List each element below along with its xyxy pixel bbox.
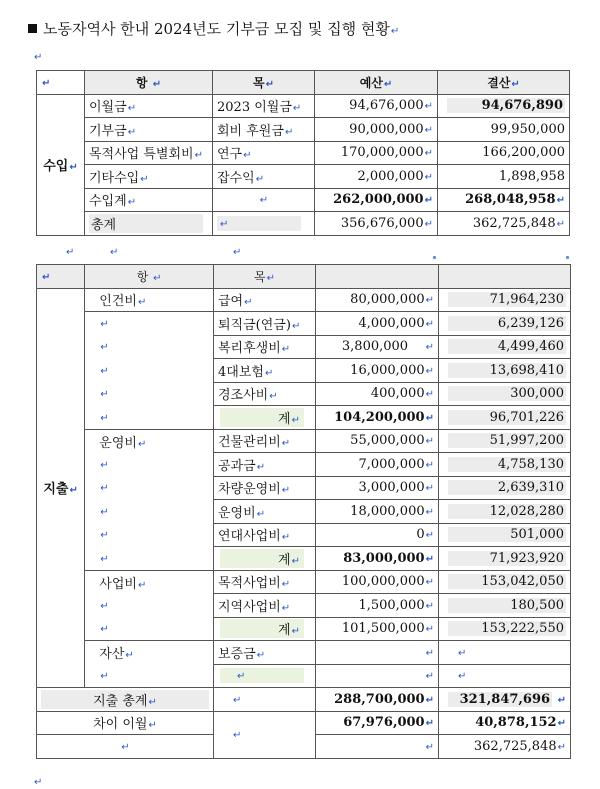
header-corner: ↵ (37, 265, 85, 289)
settlement-cell: 153,042,050 (439, 570, 571, 594)
budget-cell: 288,700,000↵ (316, 688, 439, 712)
expense-row (37, 429, 571, 453)
budget-cell: 2,000,000↵ (315, 165, 438, 189)
income-row (37, 141, 570, 165)
income-total-row (37, 212, 570, 236)
expense-row (37, 312, 571, 336)
cell-marker (566, 256, 569, 259)
budget-cell: 262,000,000↵ (315, 188, 438, 212)
expense-table (36, 264, 571, 759)
detail-cell: 지역사업비↵ (214, 594, 316, 618)
income-table (36, 70, 570, 236)
budget-cell: ↵ (316, 641, 439, 665)
income-section-label: 수입↵ (37, 94, 85, 235)
budget-cell: 80,000,000↵ (316, 288, 439, 312)
detail-cell: 경조사비↵ (214, 382, 316, 406)
settlement-cell: 40,878,152↵ (439, 711, 571, 735)
item-cell: ↵ (85, 335, 214, 359)
paragraph-mark-icon: ↵ (390, 26, 400, 37)
budget-cell: 100,000,000↵ (316, 570, 439, 594)
settlement-cell: 300,000 (439, 382, 571, 406)
header-item: 항 ↵ (85, 71, 213, 95)
header-detail: 목↵ (214, 265, 316, 289)
expense-row (37, 359, 571, 383)
budget-cell: 104,200,000↵ (316, 406, 439, 430)
document-title (28, 18, 399, 39)
budget-cell: 4,000,000↵ (316, 312, 439, 336)
detail-cell: 계↵ (214, 406, 316, 430)
detail-cell: 연구↵ (213, 141, 315, 165)
settlement-cell: 180,500 (439, 594, 571, 618)
settlement-cell: 321,847,696 ↵ (439, 688, 571, 712)
final-label: ↵ (37, 735, 214, 759)
detail-cell: 2023 이월금↵ (213, 94, 315, 118)
settlement-cell: 268,048,958↵ (438, 188, 570, 212)
carryover-label: 차이 이월↵ (37, 711, 214, 735)
header-settlement (439, 265, 571, 289)
paragraph-mark-icon: ↵ (66, 247, 75, 258)
settlement-cell: 1,898,958 (438, 165, 570, 189)
budget-cell: ↵ (316, 664, 439, 688)
detail-cell: 공과금↵ (214, 453, 316, 477)
item-cell: 이월금↵ (85, 94, 213, 118)
header-corner: ↵ (37, 71, 85, 95)
budget-cell: 101,500,000↵ (316, 617, 439, 641)
detail-cell: 운영비↵ (214, 500, 316, 524)
budget-cell: 3,800,000 ↵ (316, 335, 439, 359)
settlement-cell: 501,000 (439, 523, 571, 547)
header-budget (316, 265, 439, 289)
budget-cell: 7,000,000↵ (316, 453, 439, 477)
item-cell: ↵ (85, 312, 214, 336)
settlement-cell: 71,964,230 (439, 288, 571, 312)
item-cell: ↵ (85, 406, 214, 430)
expense-section-label: 지출↵ (37, 288, 85, 688)
group-label-project: 사업비↵ (85, 570, 214, 594)
item-cell: 기부금↵ (85, 118, 213, 142)
budget-cell: 18,000,000↵ (316, 500, 439, 524)
settlement-cell: 2,639,310 (439, 476, 571, 500)
expense-row (37, 664, 571, 688)
detail-cell: ↵ (214, 664, 316, 688)
income-row (37, 118, 570, 142)
item-cell: ↵ (85, 500, 214, 524)
settlement-cell: ↵ (439, 664, 571, 688)
item-cell: ↵ (85, 359, 214, 383)
detail-cell: 잡수익↵ (213, 165, 315, 189)
expense-subtotal-row (37, 617, 571, 641)
cell-marker (433, 256, 436, 259)
detail-cell: ↵ (213, 212, 315, 236)
income-header-row (37, 71, 570, 95)
detail-cell: 급여↵ (214, 288, 316, 312)
expense-row (37, 570, 571, 594)
settlement-cell: 153,222,550 (439, 617, 571, 641)
settlement-cell: 96,701,226 (439, 406, 571, 430)
detail-cell: ↵ (214, 688, 316, 712)
expense-row (37, 288, 571, 312)
title-text: 노동자역사 한내 2024년도 기부금 모집 및 집행 현황 (43, 20, 390, 38)
item-cell: ↵ (85, 664, 214, 688)
expense-row (37, 335, 571, 359)
budget-cell: 83,000,000↵ (316, 547, 439, 571)
detail-cell: 차량운영비↵ (214, 476, 316, 500)
detail-cell: 4대보험↵ (214, 359, 316, 383)
expense-row (37, 476, 571, 500)
income-row (37, 165, 570, 189)
carryover-row (37, 711, 571, 735)
item-cell: ↵ (85, 547, 214, 571)
header-detail: 목↵ (213, 71, 315, 95)
settlement-cell: 51,997,200 (439, 429, 571, 453)
budget-cell: 356,676,000↵ (315, 212, 438, 236)
expense-row (37, 594, 571, 618)
detail-cell: 퇴직금(연금)↵ (214, 312, 316, 336)
header-budget: 예산↵ (315, 71, 438, 95)
settlement-cell: 6,239,126 (439, 312, 571, 336)
budget-cell: 16,000,000↵ (316, 359, 439, 383)
budget-cell: 90,000,000↵ (315, 118, 438, 142)
detail-cell: ↵ (214, 711, 316, 758)
detail-cell: ↵ (213, 188, 315, 212)
expense-row (37, 453, 571, 477)
settlement-cell: 166,200,000 (438, 141, 570, 165)
group-label-personnel: 인건비↵ (85, 288, 214, 312)
paragraph-mark-icon: ↵ (34, 52, 43, 63)
settlement-cell: 71,923,920 (439, 547, 571, 571)
paragraph-mark-icon: ↵ (233, 247, 242, 258)
header-settlement: 결산↵ (438, 71, 570, 95)
budget-cell: 3,000,000↵ (316, 476, 439, 500)
group-label-asset: 자산↵ (85, 641, 214, 665)
expense-row (37, 382, 571, 406)
budget-cell: 94,676,000↵ (315, 94, 438, 118)
item-cell: ↵ (85, 382, 214, 406)
group-label-operation: 운영비↵ (85, 429, 214, 453)
paragraph-mark-icon: ↵ (110, 247, 119, 258)
income-row (37, 94, 570, 118)
item-cell: ↵ (85, 594, 214, 618)
square-bullet-icon (28, 24, 37, 33)
item-cell: ↵ (85, 523, 214, 547)
item-cell: ↵ (85, 453, 214, 477)
settlement-cell: 362,725,848↵ (438, 212, 570, 236)
expense-row (37, 500, 571, 524)
budget-cell: 0↵ (316, 523, 439, 547)
item-cell: 목적사업 특별회비↵ (85, 141, 213, 165)
settlement-cell: 13,698,410 (439, 359, 571, 383)
paragraph-mark-icon: ↵ (34, 777, 43, 788)
detail-cell: 계↵ (214, 617, 316, 641)
expense-header-row (37, 265, 571, 289)
detail-cell: 건물관리비↵ (214, 429, 316, 453)
item-cell: 수입계↵ (85, 188, 213, 212)
budget-cell: 67,976,000↵ (316, 711, 439, 735)
detail-cell: 회비 후원금↵ (213, 118, 315, 142)
expense-row (37, 523, 571, 547)
detail-cell: 목적사업비↵ (214, 570, 316, 594)
budget-cell: 170,000,000↵ (315, 141, 438, 165)
item-cell: ↵ (85, 476, 214, 500)
settlement-cell: 12,028,280 (439, 500, 571, 524)
expense-row (37, 641, 571, 665)
expense-subtotal-row (37, 547, 571, 571)
income-subtotal-row (37, 188, 570, 212)
budget-cell: 1,500,000↵ (316, 594, 439, 618)
budget-cell: ↵ (316, 735, 439, 759)
settlement-cell: 362,725,848↵ (439, 735, 571, 759)
settlement-cell: 4,758,130 (439, 453, 571, 477)
detail-cell: 연대사업비↵ (214, 523, 316, 547)
settlement-cell: ↵ (439, 641, 571, 665)
expense-subtotal-row (37, 406, 571, 430)
item-cell: 기타수입↵ (85, 165, 213, 189)
expense-total-label: 지출 총계↵ (37, 688, 214, 712)
item-cell: 총계 (85, 212, 213, 236)
expense-total-row (37, 688, 571, 712)
budget-cell: 55,000,000↵ (316, 429, 439, 453)
header-item: 항 ↵ (85, 265, 214, 289)
detail-cell: 보증금↵ (214, 641, 316, 665)
settlement-cell: 4,499,460 (439, 335, 571, 359)
budget-cell: 400,000↵ (316, 382, 439, 406)
detail-cell: 계↵ (214, 547, 316, 571)
settlement-cell: 94,676,890 (438, 94, 570, 118)
detail-cell: 복리후생비↵ (214, 335, 316, 359)
item-cell: ↵ (85, 617, 214, 641)
settlement-cell: 99,950,000 (438, 118, 570, 142)
